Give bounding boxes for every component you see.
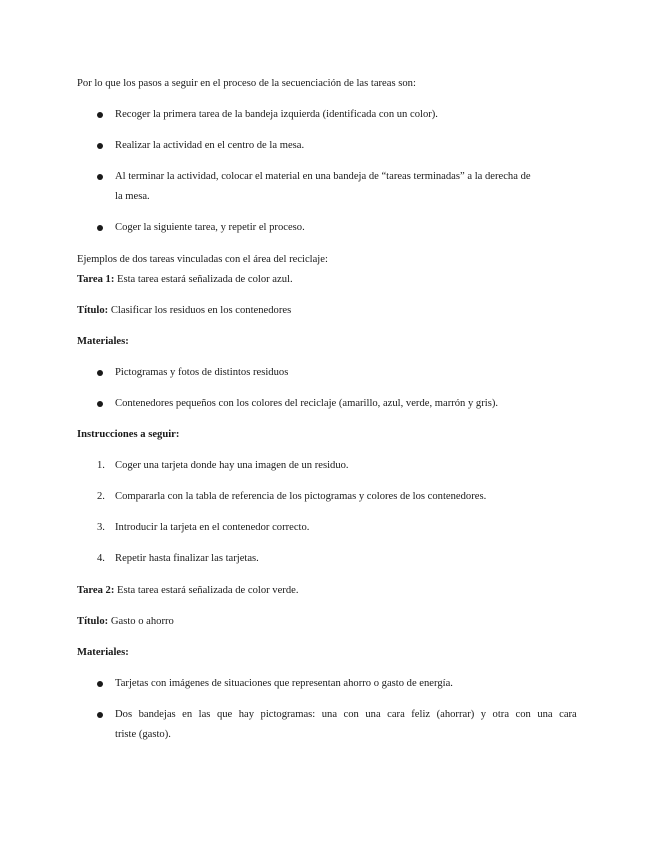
step-item: Realizar la actividad en el centro de la mesa. — [115, 140, 305, 151]
justified-word: que — [216, 709, 233, 720]
step-item: Al terminar la actividad, colocar el material en una bandeja de “tareas terminadas” a la derecha de — [115, 171, 531, 182]
bullet-icon — [97, 370, 103, 376]
justified-word: bandejas — [138, 709, 176, 720]
task2-materials-heading: Materiales: — [77, 647, 129, 658]
material-item: Tarjetas con imágenes de situaciones que representan ahorro o gasto de energía. — [115, 678, 453, 689]
task1-title-text: Clasificar los residuos en los contenedores — [108, 305, 292, 316]
bullet-icon — [97, 401, 103, 407]
justified-word: una — [321, 709, 338, 720]
justified-word: pictogramas: — [260, 709, 316, 720]
justified-word: (ahorrar) — [436, 709, 475, 720]
bullet-icon — [97, 112, 103, 118]
justified-word: otra — [492, 709, 510, 720]
step-item: Coger la siguiente tarea, y repetir el proceso. — [115, 222, 305, 233]
task2-title-label: Título: — [77, 616, 109, 627]
bullet-icon — [97, 174, 103, 180]
instruction-item: Compararla con la tabla de referencia de los pictogramas y colores de los contenedores. — [115, 491, 487, 502]
examples-intro: Ejemplos de dos tareas vinculadas con el área del reciclaje: — [77, 254, 328, 265]
intro-paragraph: Por lo que los pasos a seguir en el proceso de la secuenciación de las tareas son: — [77, 78, 416, 89]
justified-word: con — [343, 709, 359, 720]
instruction-number: 1. — [97, 460, 105, 471]
step-item-continuation: la mesa. — [115, 191, 150, 202]
justified-word: cara — [559, 709, 577, 720]
justified-word: hay — [238, 709, 255, 720]
justified-word: las — [198, 709, 211, 720]
justified-word: Dos — [115, 709, 133, 720]
task1-title — [77, 304, 291, 318]
instruction-number: 2. — [97, 491, 105, 502]
task1-text: Esta tarea estará señalizada de color azul. — [114, 274, 293, 285]
task2-title-text: Gasto o ahorro — [108, 616, 174, 627]
task2-label: Tarea 2: — [77, 585, 115, 596]
justified-word: en — [182, 709, 193, 720]
bullet-icon — [97, 712, 103, 718]
task1-label: Tarea 1: — [77, 274, 115, 285]
instruction-item: Introducir la tarjeta en el contenedor correcto. — [115, 522, 310, 533]
bullet-icon — [97, 225, 103, 231]
instruction-item: Coger una tarjeta donde hay una imagen de un residuo. — [115, 460, 349, 471]
justified-word: y — [480, 709, 487, 720]
task1-materials-heading: Materiales: — [77, 336, 129, 347]
justified-word: una — [537, 709, 553, 720]
step-item: Recoger la primera tarea de la bandeja izquierda (identificada con un color). — [115, 109, 438, 120]
justified-word: con — [515, 709, 531, 720]
task1-instructions-heading: Instrucciones a seguir: — [77, 429, 180, 440]
task2-text: Esta tarea estará señalizada de color verde. — [114, 585, 299, 596]
material-item-continuation: triste (gasto). — [115, 729, 171, 740]
task2-heading — [77, 584, 298, 598]
bullet-icon — [97, 143, 103, 149]
instruction-number: 3. — [97, 522, 105, 533]
instruction-item: Repetir hasta finalizar las tarjetas. — [115, 553, 259, 564]
justified-word: feliz — [411, 709, 431, 720]
bullet-icon — [97, 681, 103, 687]
instruction-number: 4. — [97, 553, 105, 564]
material-item — [115, 708, 577, 722]
task1-heading — [77, 273, 293, 287]
material-item: Contenedores pequeños con los colores del reciclaje (amarillo, azul, verde, marrón y gris). — [115, 398, 498, 409]
justified-word: cara — [387, 709, 405, 720]
task2-title — [77, 615, 174, 629]
task1-title-label: Título: — [77, 305, 109, 316]
material-item: Pictogramas y fotos de distintos residuos — [115, 367, 289, 378]
justified-word: una — [365, 709, 381, 720]
